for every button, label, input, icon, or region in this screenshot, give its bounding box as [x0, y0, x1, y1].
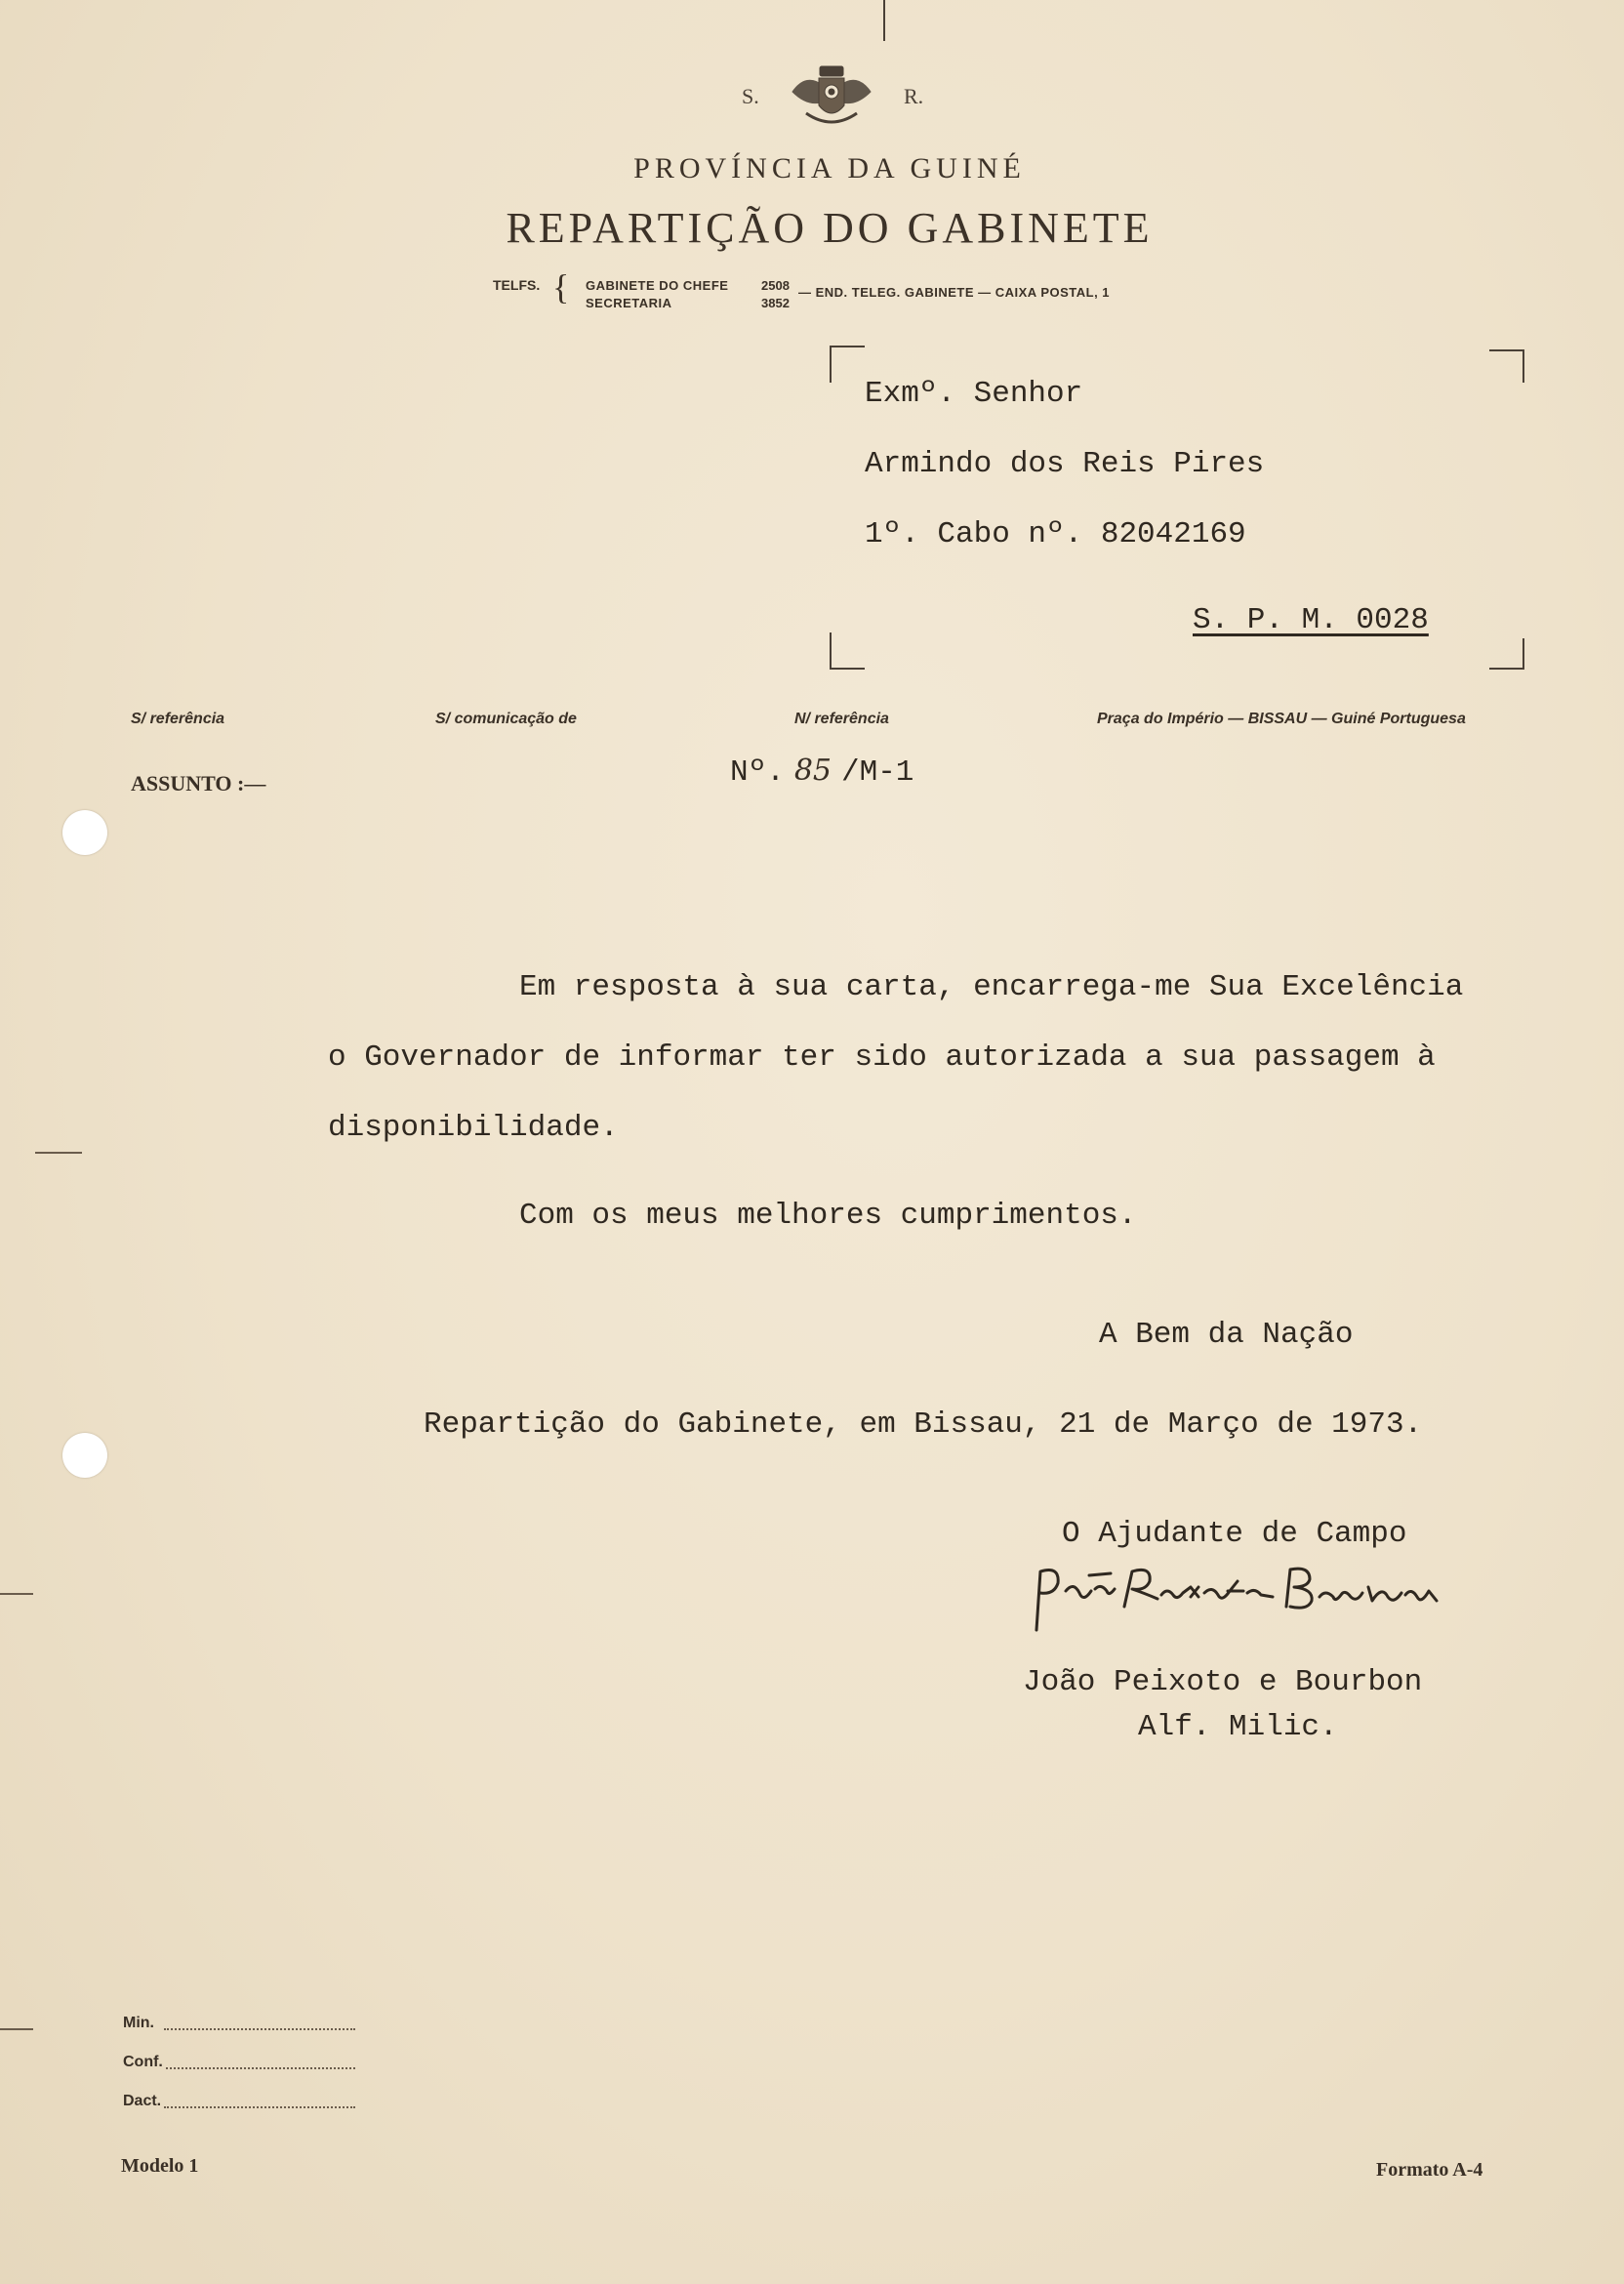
address-corner-bottom-left — [830, 632, 865, 670]
body-paragraph-1-line-3: disponibilidade. — [328, 1111, 619, 1145]
place-and-date: Repartição do Gabinete, em Bissau, 21 de Março de 1973. — [424, 1407, 1423, 1442]
your-communication-label: S/ comunicação de — [435, 711, 577, 727]
footer-min-label: Min. — [123, 2015, 154, 2031]
signatory-name: João Peixoto e Bourbon — [1023, 1665, 1423, 1699]
coat-of-arms-icon — [787, 62, 876, 133]
handwritten-signature — [1031, 1562, 1441, 1650]
footer-conf-label: Conf. — [123, 2054, 163, 2070]
reference-number-suffix: /M-1 — [841, 755, 914, 790]
address-corner-bottom-right — [1489, 638, 1524, 670]
closing-formula: A Bem da Nação — [1099, 1318, 1354, 1352]
our-reference-label: N/ referência — [794, 711, 889, 727]
your-reference-label: S/ referência — [131, 711, 225, 727]
body-paragraph-2: Com os meus melhores cumprimentos. — [519, 1199, 1137, 1233]
recipient-postal-service: S. P. M. 0028 — [1193, 603, 1429, 637]
subject-label: ASSUNTO :— — [131, 771, 266, 795]
reference-number-prefix: Nº. — [730, 755, 785, 790]
punch-hole — [62, 1433, 107, 1478]
footer-dact-line — [164, 2106, 355, 2108]
recipient-name: Armindo dos Reis Pires — [865, 447, 1265, 481]
signatory-title: O Ajudante de Campo — [1062, 1517, 1407, 1551]
sender-address: Praça do Império — BISSAU — Guiné Portuguesa — [1097, 711, 1466, 727]
body-paragraph-1-line-1: Em resposta à sua carta, encarrega-me Sua Excelência — [519, 970, 1464, 1004]
scan-edge-mark — [883, 0, 885, 41]
paper-format-label: Formato A-4 — [1376, 2159, 1483, 2181]
letterhead-r-mark: R. — [904, 84, 924, 108]
reference-number — [730, 754, 914, 790]
recipient-salutation: Exmº. Senhor — [865, 377, 1083, 411]
telegraph-postal-info: — END. TELEG. GABINETE — CAIXA POSTAL, 1 — [798, 285, 1111, 300]
phone-gabinete-label: GABINETE DO CHEFE — [586, 278, 729, 293]
body-paragraph-1-line-2: o Governador de informar ter sido autorizada a sua passagem à — [328, 1040, 1436, 1075]
recipient-rank: 1º. Cabo nº. 82042169 — [865, 517, 1246, 551]
telephones-label: TELFS. — [493, 277, 541, 293]
signatory-rank: Alf. Milic. — [1138, 1710, 1338, 1744]
fold-mark — [0, 1593, 33, 1595]
fold-mark — [0, 2028, 33, 2030]
punch-hole — [62, 810, 107, 855]
fold-mark — [35, 1152, 82, 1154]
phone-secretaria-number: 3852 — [761, 296, 790, 310]
address-corner-top-right — [1489, 349, 1524, 383]
phone-secretaria-label: SECRETARIA — [586, 296, 672, 310]
province-heading: PROVÍNCIA DA GUINÉ — [633, 152, 1026, 184]
form-model-label: Modelo 1 — [121, 2155, 199, 2177]
brace-glyph: { — [552, 267, 570, 306]
phone-gabinete-number: 2508 — [761, 278, 790, 293]
office-heading: REPARTIÇÃO DO GABINETE — [506, 204, 1154, 252]
footer-conf-line — [166, 2067, 355, 2069]
footer-dact-label: Dact. — [123, 2093, 162, 2109]
letterhead-s-mark: S. — [742, 84, 759, 108]
reference-number-handwritten: 85 — [793, 754, 832, 788]
address-corner-top-left — [830, 346, 865, 383]
footer-min-line — [164, 2028, 355, 2030]
